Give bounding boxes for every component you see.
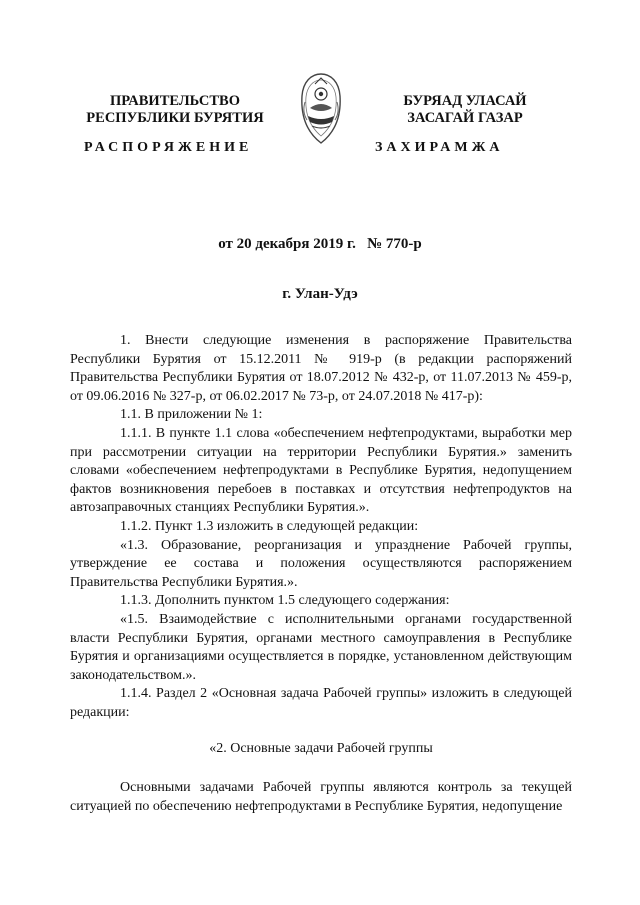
- paragraph: «1.5. Взаимодействие с исполнительными органами государственной власти Республики Бурятия, органами местного самоуправления в Республике Бурятия и организациями осуществляется в порядке, установленном действующим законодательством.».: [70, 611, 572, 683]
- header-right: [360, 93, 570, 127]
- paragraph: 1. Внести следующие изменения в распоряжение Правительства Республики Бурятия от 15.12.2011 № 919-р (в редакции распоряжений Правительства Республики Бурятия от 18.07.2012 № 432-р, от 11.07.2013 № 459-р, от 09.06.2016 № 327-р, от 06.02.2017 № 73-р, от 24.07.2018 № 417-р):: [70, 333, 572, 404]
- buryatia-coat-of-arms-icon: [298, 72, 344, 146]
- paragraph: 1.1.4. Раздел 2 «Основная задача Рабочей группы» изложить в следующей редакции:: [70, 686, 572, 720]
- document-city: г. Улан-Удэ: [282, 286, 358, 302]
- paragraph: 1.1.3. Дополнить пунктом 1.5 следующего содержания:: [120, 593, 450, 609]
- paragraph: 1.1. В приложении № 1:: [120, 407, 263, 423]
- order-title-ru: РАСПОРЯЖЕНИЕ: [84, 140, 253, 155]
- header-left-line1: ПРАВИТЕЛЬСТВО: [110, 93, 240, 109]
- document-body: [70, 332, 572, 816]
- order-title-bua: ЗАХИРАМЖА: [375, 140, 504, 155]
- header-right-line2: ЗАСАГАЙ ГАЗАР: [407, 110, 523, 126]
- paragraph: «1.3. Образование, реорганизация и упразднение Рабочей группы, утверждение ее состава и положения осуществляются распоряжением Правительства Республики Бурятия.».: [70, 537, 572, 590]
- paragraph: 1.1.1. В пункте 1.1 слова «обеспечением нефтепродуктами, выработки мер при рассмотрении ситуации на территории Республики Бурятия.» заменить словами «обеспечением нефтепродуктами в Республике Бурятия, недопущением фактов возникновения перебоев в поставках и отсутствия нефтепродуктов на автозаправочных станциях Республики Бурятия.».: [70, 425, 572, 516]
- paragraph: Основными задачами Рабочей группы являются контроль за текущей ситуацией по обеспечению нефтепродуктами в Республике Бурятия, недопущение: [70, 780, 572, 814]
- header-right-line1: БУРЯАД УЛАСАЙ: [403, 93, 527, 109]
- header-left-line2: РЕСПУБЛИКИ БУРЯТИЯ: [86, 110, 264, 126]
- document-date-number: от 20 декабря 2019 г. № 770-р: [218, 236, 422, 252]
- section-heading: «2. Основные задачи Рабочей группы: [209, 741, 433, 757]
- header-left: [70, 93, 280, 127]
- paragraph: 1.1.2. Пункт 1.3 изложить в следующей редакции:: [120, 518, 419, 534]
